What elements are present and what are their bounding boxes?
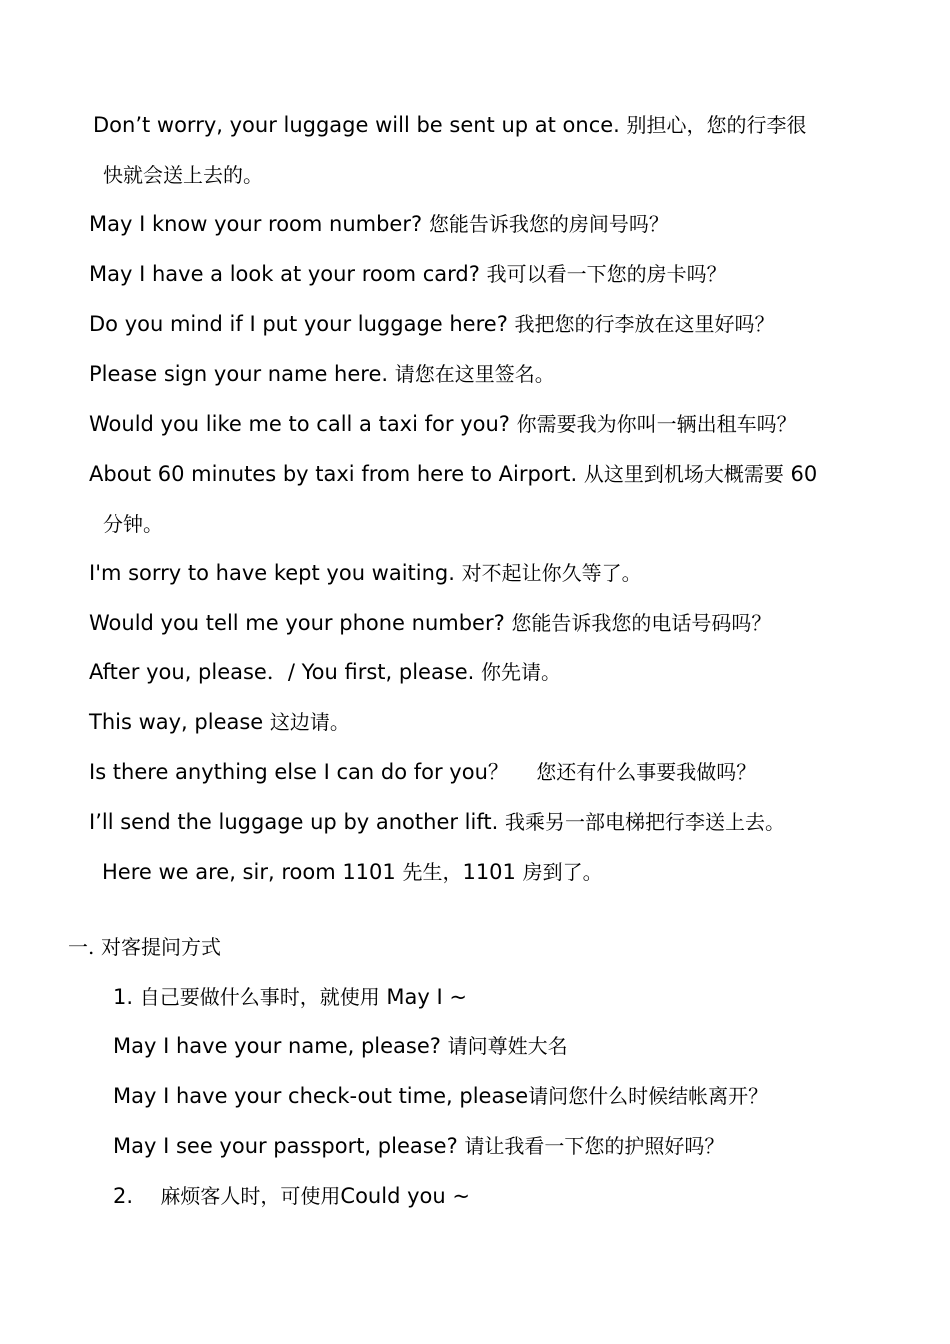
- subsection-zh: 自己要做什么事时，就使用: [139, 985, 380, 1009]
- phrase-en: Do you mind if I put your luggage here?: [89, 312, 508, 336]
- phrase-line: [89, 807, 785, 837]
- phrase-en: I'm sorry to have kept you waiting.: [89, 561, 455, 585]
- phrase-zh: 我把您的行李放在这里好吗？: [514, 312, 775, 336]
- phrase-en: Is there anything else I can do for you？: [89, 760, 509, 784]
- subsection-number: 1.: [113, 985, 134, 1009]
- phrase-zh: 我乘另一部电梯把行李送上去。: [504, 810, 785, 834]
- subsection-zh: 麻烦客人时，可使用: [160, 1184, 341, 1208]
- phrase-en: This way, please: [89, 710, 264, 734]
- subsection-heading: [113, 1181, 470, 1211]
- phrase-zh: 从这里到机场大概需要: [583, 462, 784, 486]
- example-en: May I have your check-out time, please: [113, 1084, 529, 1108]
- phrase-zh: 我可以看一下您的房卡吗？: [486, 262, 727, 286]
- phrase-zh-continuation: 分钟。: [103, 512, 163, 536]
- phrase-line: [102, 857, 603, 887]
- phrase-line: [89, 757, 756, 787]
- example-zh: 请问尊姓大名: [447, 1034, 568, 1058]
- phrase-line: [89, 359, 555, 389]
- phrase-en: Don’t worry, your luggage will be sent up at once.: [93, 113, 620, 137]
- phrase-zh: 您还有什么事要我做吗？: [536, 760, 757, 784]
- example-zh: 请让我看一下您的护照好吗？: [464, 1134, 725, 1158]
- phrase-en: I’ll send the luggage up by another lift.: [89, 810, 499, 834]
- phrase-zh: 你需要我为你叫一辆出租车吗？: [516, 412, 797, 436]
- phrase-line: [89, 309, 775, 339]
- phrase-zh: 对不起让你久等了。: [461, 561, 642, 585]
- subsection-heading: [113, 982, 467, 1012]
- example-line: [113, 1131, 724, 1161]
- phrase-en: May I have a look at your room card?: [89, 262, 480, 286]
- phrase-line: [89, 409, 797, 439]
- example-zh: 请问您什么时候结帐离开？: [528, 1084, 769, 1108]
- phrase-line: [89, 259, 727, 289]
- phrase-line: [89, 558, 642, 588]
- phrase-zh: 请您在这里签名。: [394, 362, 555, 386]
- phrase-en: May I know your room number?: [89, 212, 423, 236]
- phrase-en: Would you tell me your phone number?: [89, 611, 505, 635]
- section-number: 一.: [68, 935, 95, 959]
- phrase-en: Here we are, sir, room 1101: [102, 860, 396, 884]
- phrase-zh: 您能告诉我您的电话号码吗？: [511, 611, 772, 635]
- subsection-number: 2.: [113, 1184, 134, 1208]
- phrase-line: [93, 110, 807, 140]
- subsection-en: Could you ~: [340, 1184, 470, 1208]
- phrase-zh: 这边请。: [269, 710, 350, 734]
- phrase-en: Would you like me to call a taxi for you?: [89, 412, 510, 436]
- example-line: [113, 1081, 768, 1111]
- example-en: May I see your passport, please?: [113, 1134, 458, 1158]
- example-line: [113, 1031, 568, 1061]
- phrase-zh: 别担心，您的行李很: [626, 113, 807, 137]
- phrase-line: [89, 209, 669, 239]
- section-heading: [68, 932, 221, 962]
- phrase-en: Please sign your name here.: [89, 362, 389, 386]
- phrase-line: [89, 459, 817, 489]
- phrase-en: After you, please．/ You first, please.: [89, 660, 475, 684]
- phrase-zh-continuation: 快就会送上去的。: [103, 163, 263, 187]
- phrase-number: 60: [790, 462, 818, 486]
- phrase-zh: 先生，: [402, 860, 463, 884]
- phrase-line: [89, 608, 771, 638]
- phrase-en: About 60 minutes by taxi from here to Airport.: [89, 462, 578, 486]
- section-title: 对客提问方式: [101, 935, 222, 959]
- phrase-line: [89, 707, 350, 737]
- phrase-zh: 您能告诉我您的房间号吗？: [428, 212, 669, 236]
- phrase-zh-tail: 房到了。: [522, 860, 603, 884]
- phrase-number: 1101: [462, 860, 516, 884]
- phrase-zh: 你先请。: [481, 660, 562, 684]
- subsection-en: May I ~: [386, 985, 467, 1009]
- example-en: May I have your name, please?: [113, 1034, 441, 1058]
- phrase-line: [89, 657, 561, 687]
